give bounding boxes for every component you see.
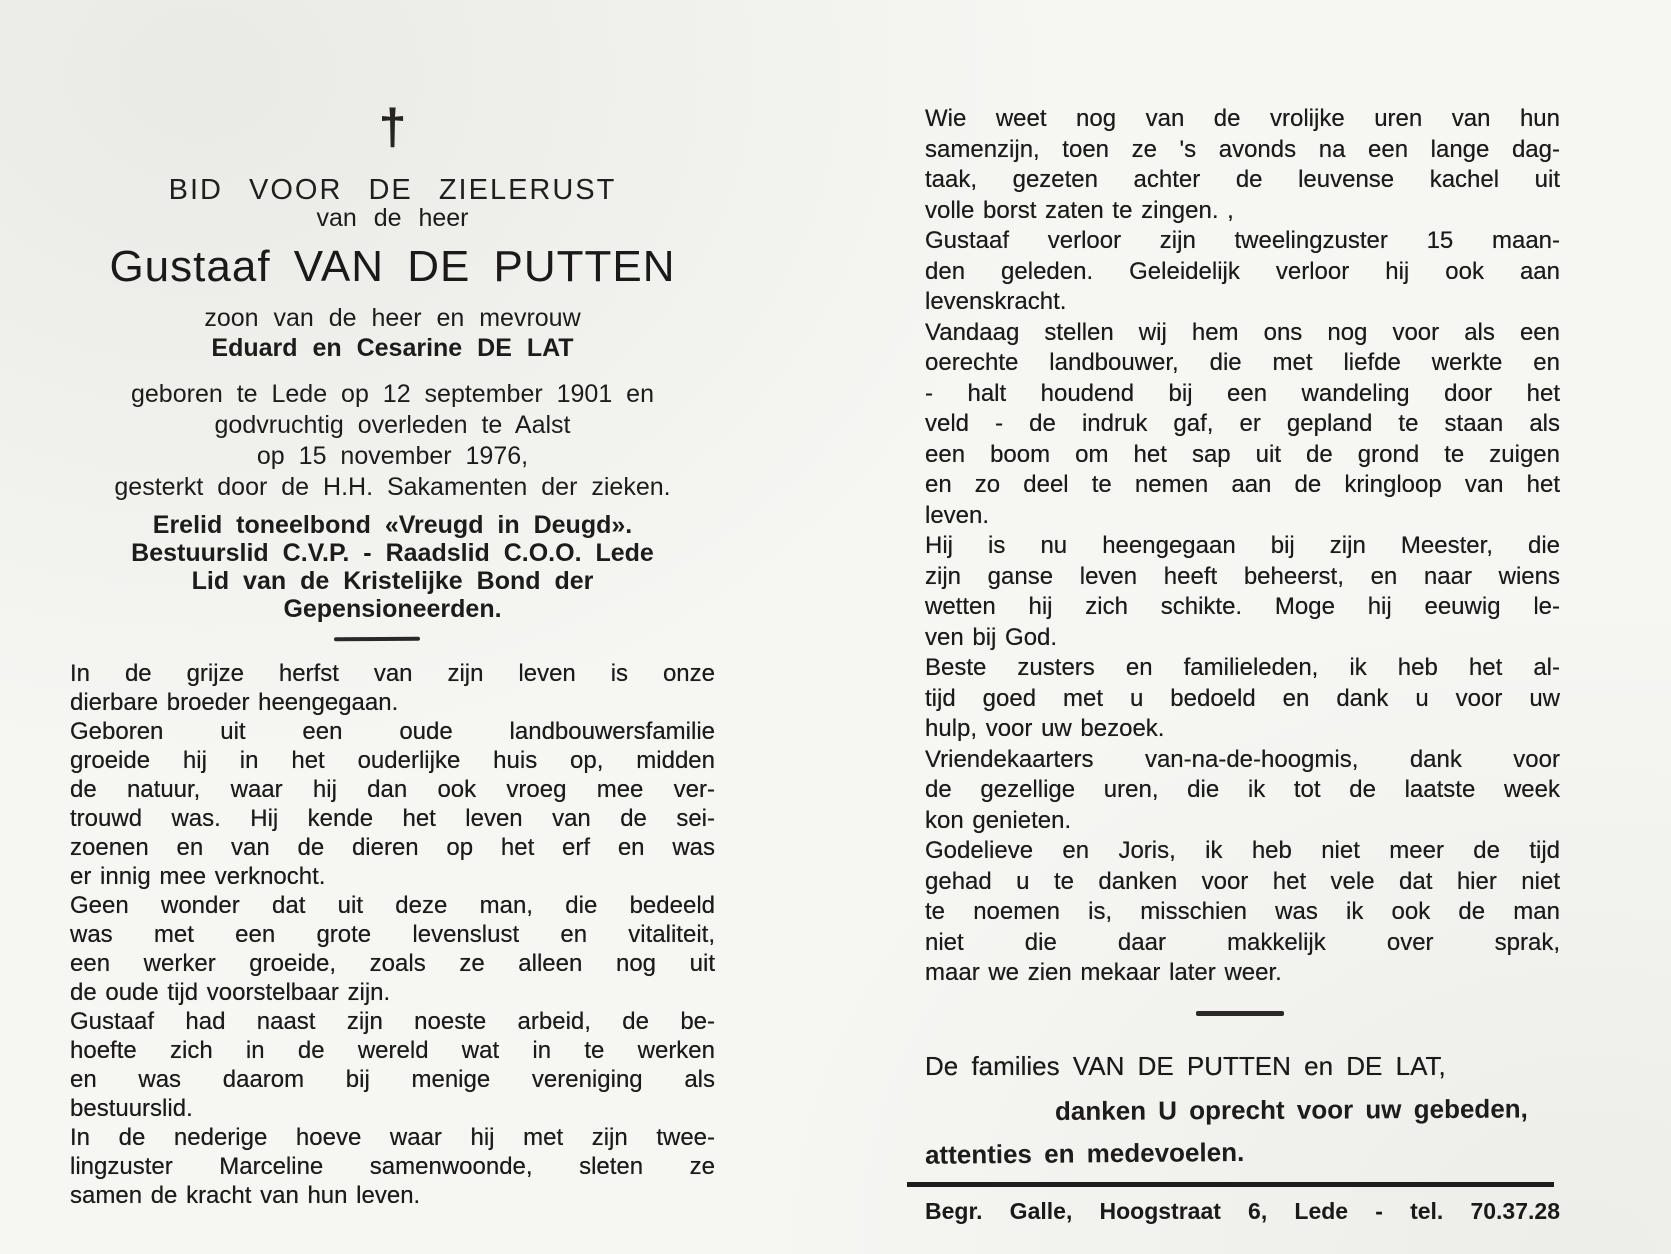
text-line: maar we zien mekaar later weer. bbox=[925, 959, 1282, 986]
text-line: Geboren uit een oude landbouwersfamilie bbox=[70, 718, 715, 745]
paragraph bbox=[70, 659, 715, 717]
paragraph bbox=[925, 318, 1560, 532]
text-line: Wie weet nog van de vrolijke uren van hun bbox=[925, 105, 1560, 132]
paragraph bbox=[925, 226, 1560, 318]
text-line: godvruchtig overleden te Aalst bbox=[214, 411, 571, 439]
text-line: Gustaaf had naast zijn noeste arbeid, de be- bbox=[70, 1008, 715, 1035]
text-line: lingzuster Marceline samenwoonde, sleten ze bbox=[70, 1153, 715, 1180]
birth-death-block bbox=[70, 379, 715, 503]
text-line: oerechte landbouwer, die met liefde werkte en bbox=[925, 349, 1560, 376]
left-biography-text bbox=[70, 659, 715, 1210]
deceased-name: Gustaaf VAN DE PUTTEN bbox=[109, 242, 676, 291]
text-line: trouwd was. Hij kende het leven van de sei- bbox=[70, 805, 715, 832]
text-line: zoenen en van de dieren op het erf en was bbox=[70, 834, 715, 861]
closing-divider bbox=[1196, 1011, 1284, 1016]
paragraph bbox=[925, 653, 1560, 745]
paragraph bbox=[925, 836, 1560, 989]
parents-names: Eduard en Cesarine DE LAT bbox=[211, 334, 574, 362]
paragraph bbox=[70, 717, 715, 891]
text-line: een boom om het sap uit de grond te zuigen bbox=[925, 440, 1560, 468]
thanks-line-1: danken U oprecht voor uw gebeden, bbox=[1054, 1093, 1528, 1126]
text-line: Bestuurslid C.V.P. - Raadslid C.O.O. Lede bbox=[131, 539, 654, 567]
text-line: Lid van de Kristelijke Bond der bbox=[191, 567, 594, 595]
text-line: een werker groeide, zoals ze alleen nog uit bbox=[70, 950, 715, 977]
text-line: den geleden. Geleidelijk verloor hij ook aan bbox=[925, 257, 1560, 285]
text-line: veld - de indruk gaf, er gepland te staan als bbox=[925, 410, 1560, 437]
text-line: tijd goed met u bedoeld en dank u voor uw bbox=[925, 684, 1560, 712]
text-line: zijn ganse leven heeft beheerst, en naar wiens bbox=[925, 562, 1560, 590]
text-line: Beste zusters en familieleden, ik heb het al- bbox=[925, 654, 1560, 681]
undertaker-line: Begr. Galle, Hoogstraat 6, Lede - tel. 70.37.28 bbox=[925, 1197, 1560, 1224]
footer-rule bbox=[907, 1182, 1554, 1187]
text-line: op 15 november 1976, bbox=[256, 442, 529, 470]
right-memorial-text bbox=[925, 104, 1560, 989]
text-line: samenzijn, toen ze 's avonds na een lange dag- bbox=[925, 135, 1560, 163]
text-line: te noemen is, misschien was ik ook de man bbox=[925, 898, 1560, 925]
paragraph bbox=[70, 1123, 715, 1210]
text-line: Gustaaf verloor zijn tweelingzuster 15 maan- bbox=[925, 227, 1560, 254]
text-line: de gezellige uren, die ik tot de laatste week bbox=[925, 776, 1560, 803]
text-line: dierbare broeder heengegaan. bbox=[70, 689, 399, 716]
text-line: taak, gezeten achter de leuvense kachel uit bbox=[925, 166, 1560, 193]
text-line: Hij is nu heengegaan bij zijn Meester, die bbox=[925, 532, 1560, 559]
thanks-line-2: attenties en medevoelen. bbox=[924, 1136, 1245, 1170]
left-column bbox=[70, 100, 715, 1210]
text-line: In de nederige hoeve waar hij met zijn twee- bbox=[70, 1124, 715, 1151]
text-line: de oude tijd voorstelbaar zijn. bbox=[70, 979, 391, 1006]
text-line: - halt houdend bij een wandeling door het bbox=[925, 379, 1560, 407]
paragraph bbox=[70, 891, 715, 1007]
text-line: niet die daar makkelijk over sprak, bbox=[925, 928, 1560, 956]
right-column bbox=[925, 104, 1560, 1226]
paragraph bbox=[70, 1007, 715, 1123]
text-line: gesterkt door de H.H. Sakamenten der zieken. bbox=[114, 473, 671, 501]
text-line: In de grijze herfst van zijn leven is onze bbox=[70, 660, 715, 687]
prayer-title: BID VOOR DE ZIELERUST bbox=[168, 174, 617, 206]
text-line: de natuur, waar hij dan ook vroeg mee ver- bbox=[70, 776, 715, 803]
text-line: kon genieten. bbox=[925, 806, 1072, 834]
of-the-mister-line: van de heer bbox=[316, 204, 469, 232]
text-line: er innig mee verknocht. bbox=[70, 863, 326, 890]
text-line: Gepensioneerden. bbox=[283, 595, 502, 623]
paragraph bbox=[925, 531, 1560, 653]
section-divider bbox=[334, 637, 420, 642]
text-line: samen de kracht van hun leven. bbox=[70, 1182, 421, 1209]
text-line: was met een grote levenslust en vitaliteit, bbox=[70, 921, 715, 948]
text-line: ven bij God. bbox=[925, 623, 1058, 651]
text-line: Erelid toneelbond «Vreugd in Deugd». bbox=[152, 511, 633, 539]
paragraph bbox=[925, 745, 1560, 837]
text-line: hoefte zich in de wereld wat in te werken bbox=[70, 1037, 715, 1064]
text-line: Vriendekaarters van-na-de-hoogmis, dank voor bbox=[925, 745, 1560, 773]
text-line: geboren te Lede op 12 september 1901 en bbox=[131, 380, 654, 408]
text-line: bestuurslid. bbox=[70, 1095, 193, 1122]
text-line: Godelieve en Joris, ik heb niet meer de tijd bbox=[925, 837, 1560, 864]
text-line: en zo deel te nemen aan de kringloop van het bbox=[925, 471, 1560, 498]
text-line: wetten hij zich schikte. Moge hij eeuwig le- bbox=[925, 593, 1560, 620]
text-line: gehad u te danken voor het vele dat hier niet bbox=[925, 867, 1560, 895]
text-line: Geen wonder dat uit deze man, die bedeeld bbox=[70, 892, 715, 919]
text-line: en was daarom bij menige vereniging als bbox=[70, 1066, 715, 1093]
text-line: hulp, voor uw bezoek. bbox=[925, 715, 1165, 742]
text-line: Vandaag stellen wij hem ons nog voor als een bbox=[925, 318, 1560, 346]
memberships-block bbox=[70, 511, 715, 623]
text-line: volle borst zaten te zingen. , bbox=[925, 196, 1234, 224]
text-line: groeide hij in het ouderlijke huis op, midden bbox=[70, 747, 715, 774]
text-line: leven. bbox=[925, 501, 990, 529]
paragraph bbox=[925, 104, 1560, 226]
families-line: De families VAN DE PUTTEN en DE LAT, bbox=[925, 1050, 1446, 1081]
son-of-line: zoon van de heer en mevrouw bbox=[204, 304, 581, 332]
text-line: levenskracht. bbox=[925, 288, 1067, 315]
latin-cross-icon: † bbox=[378, 99, 407, 155]
